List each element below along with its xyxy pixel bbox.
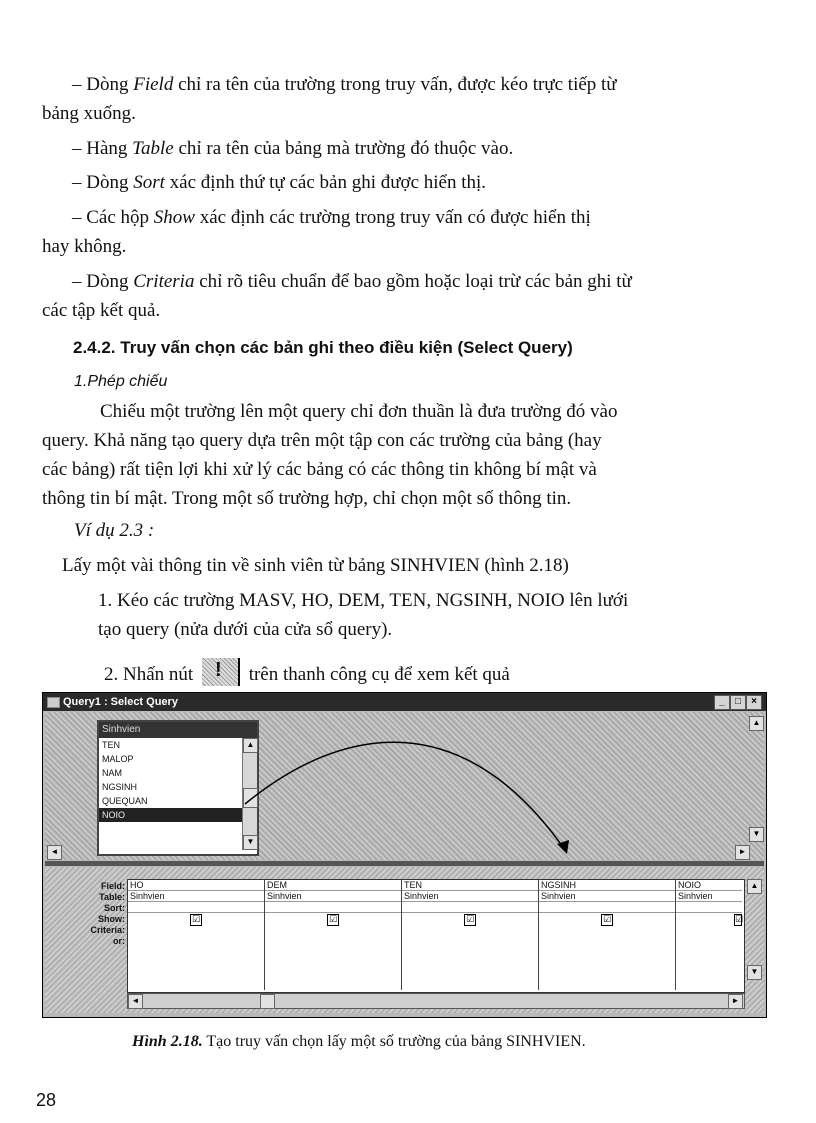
- field-list-item[interactable]: MALOP: [102, 754, 134, 764]
- field-list-item[interactable]: QUEQUAN: [102, 796, 148, 806]
- page-number: 28: [36, 1090, 57, 1110]
- maximize-icon[interactable]: □: [730, 695, 746, 710]
- row-label-table: Table:: [99, 892, 125, 902]
- grid-table-cell[interactable]: Sinhvien: [539, 891, 675, 902]
- grid-table-cell[interactable]: Sinhvien: [265, 891, 401, 902]
- minimize-icon[interactable]: _: [714, 695, 730, 710]
- step-1: 1. Kéo các trường MASV, HO, DEM, TEN, NGSINH, NOIO lên lưới tạo query (nửa dưới của cửa sổ query).: [98, 590, 629, 640]
- pane-scroll-left-icon[interactable]: ◄: [47, 845, 62, 860]
- show-checkbox[interactable]: ☑: [328, 914, 338, 924]
- close-icon[interactable]: ×: [746, 695, 762, 710]
- row-labels: [49, 881, 125, 947]
- grid-column[interactable]: [402, 880, 539, 990]
- field-list-item[interactable]: TEN: [102, 740, 120, 750]
- field-list-item[interactable]: NGSINH: [102, 782, 138, 792]
- window-titlebar: [43, 693, 766, 711]
- subheading: 1.Phép chiếu: [74, 373, 168, 390]
- grid-column[interactable]: [676, 880, 742, 990]
- grid-table-cell[interactable]: Sinhvien: [128, 891, 264, 902]
- table-pane: [45, 712, 764, 860]
- show-checkbox[interactable]: ☑: [735, 914, 744, 924]
- row-label-criteria: Criteria:: [90, 925, 125, 935]
- grid-scroll-up-icon[interactable]: ▲: [747, 879, 762, 894]
- grid-scroll-down-icon[interactable]: ▼: [747, 965, 762, 980]
- para-field: – Dòng Field chỉ ra tên của trường trong truy vấn, được kéo trực tiếp từ bảng xuống.: [42, 74, 617, 124]
- grid-scroll-left-icon[interactable]: ◄: [128, 994, 143, 1009]
- field-list-item-selected[interactable]: NOIO: [99, 808, 257, 822]
- window-icon: [47, 697, 60, 708]
- field-list-title: Sinhvien: [99, 722, 257, 738]
- run-icon: !: [202, 658, 240, 686]
- row-label-field: Field:: [101, 881, 125, 891]
- drag-arrow-path: [245, 742, 565, 850]
- row-label-sort: Sort:: [104, 903, 125, 913]
- scroll-up-icon[interactable]: ▲: [243, 738, 258, 753]
- grid-column[interactable]: [539, 880, 676, 990]
- pane-divider[interactable]: [45, 861, 764, 866]
- design-grid-pane: [45, 867, 764, 1013]
- pane-scroll-up-icon[interactable]: ▲: [749, 716, 764, 731]
- grid-sort-cell[interactable]: [402, 902, 538, 913]
- grid-sort-cell[interactable]: [676, 902, 742, 913]
- para-table: – Hàng Table chỉ ra tên của bảng mà trường đó thuộc vào.: [72, 138, 514, 159]
- window-title: Query1 : Select Query: [63, 696, 178, 708]
- para-sort: – Dòng Sort xác định thứ tự các bản ghi được hiển thị.: [72, 172, 487, 193]
- step-2: 2. Nhấn nút ! trên thanh công cụ để xem kết quả: [104, 659, 510, 685]
- grid-sort-cell[interactable]: [539, 902, 675, 913]
- example-label: Ví dụ 2.3 :: [74, 520, 155, 541]
- drag-arrow: [45, 712, 764, 860]
- pane-scroll-right-icon[interactable]: ►: [735, 845, 750, 860]
- section-body: Chiếu một trường lên một query chỉ đơn thuần là đưa trường đó vào query. Khả năng tạo query dựa trên một tập con các trường của bảng (hay các bảng) rất tiện lợi khi xử lý các bảng có các thông tin không bí mật và thông tin bí mật. Trong một số trường hợp, chỉ chọn một số thông tin.: [42, 401, 618, 509]
- section-heading: 2.4.2. Truy vấn chọn các bản ghi theo điều kiện (Select Query): [73, 338, 573, 357]
- figure-caption: Hình 2.18. Tạo truy vấn chọn lấy một số trường của bảng SINHVIEN.: [132, 1033, 586, 1050]
- grid-column[interactable]: [265, 880, 402, 990]
- query-design-grid[interactable]: [127, 879, 745, 993]
- grid-sort-cell[interactable]: [265, 902, 401, 913]
- grid-scroll-right-icon[interactable]: ►: [728, 994, 743, 1009]
- field-list-item[interactable]: NAM: [102, 768, 122, 778]
- grid-horizontal-scrollbar[interactable]: [127, 993, 745, 1009]
- show-checkbox[interactable]: ☑: [602, 914, 612, 924]
- grid-table-cell[interactable]: Sinhvien: [676, 891, 742, 902]
- example-intro: Lấy một vài thông tin về sinh viên từ bảng SINHVIEN (hình 2.18): [62, 555, 569, 576]
- row-label-show: Show:: [98, 914, 125, 924]
- grid-field-cell[interactable]: NGSINH: [539, 880, 675, 891]
- pane-scroll-down-icon[interactable]: ▼: [749, 827, 764, 842]
- grid-field-cell[interactable]: NOIO: [676, 880, 742, 891]
- query-window: [42, 692, 767, 1018]
- grid-field-cell[interactable]: DEM: [265, 880, 401, 891]
- para-criteria: – Dòng Criteria chỉ rõ tiêu chuẩn để bao gồm hoặc loại trừ các bản ghi từ các tập kết quả.: [42, 271, 632, 321]
- para-show: – Các hộp Show xác định các trường trong truy vấn có được hiển thị hay không.: [42, 207, 591, 257]
- grid-scroll-thumb[interactable]: [260, 994, 275, 1009]
- row-label-or: or:: [113, 936, 125, 946]
- grid-sort-cell[interactable]: [128, 902, 264, 913]
- grid-field-cell[interactable]: HO: [128, 880, 264, 891]
- grid-field-cell[interactable]: TEN: [402, 880, 538, 891]
- scroll-down-icon[interactable]: ▼: [243, 835, 258, 850]
- grid-column[interactable]: [128, 880, 265, 990]
- show-checkbox[interactable]: ☑: [191, 914, 201, 924]
- grid-table-cell[interactable]: Sinhvien: [402, 891, 538, 902]
- show-checkbox[interactable]: ☑: [465, 914, 475, 924]
